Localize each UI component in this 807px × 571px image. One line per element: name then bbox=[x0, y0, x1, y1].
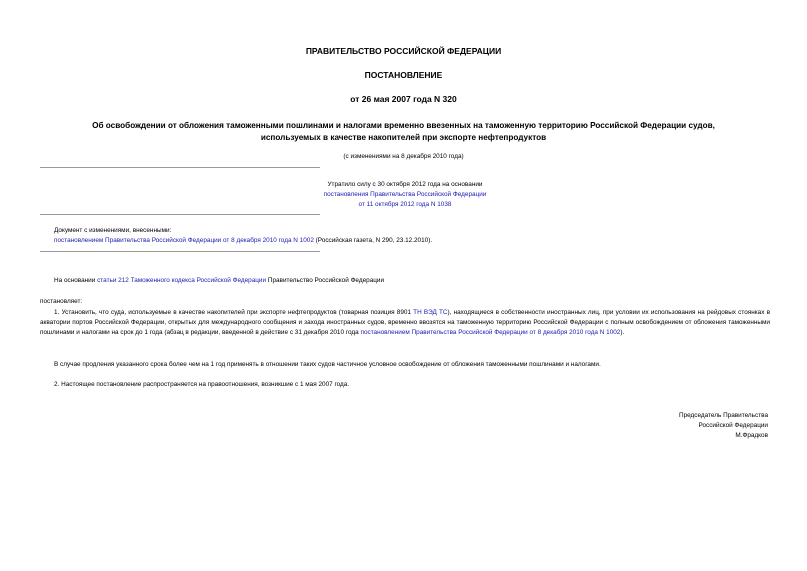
changes-suffix: (Российская газета, N 290, 23.12.2010). bbox=[313, 237, 433, 244]
void-note-link-line2[interactable]: от 11 октября 2012 года N 1038 bbox=[358, 201, 452, 208]
changes-link[interactable]: постановлением Правительства Российской Федерации от 8 декабря 2010 года N 1002 bbox=[54, 237, 314, 244]
item-1-link-amendment[interactable]: постановлением Правительства Российской Федерации от 8 декабря 2010 года N 1002 bbox=[360, 329, 621, 336]
signature-block bbox=[560, 411, 768, 441]
item-1-link-tnved[interactable]: ТН ВЭД ТС bbox=[413, 309, 448, 316]
void-note bbox=[280, 180, 530, 210]
basis-suffix: Правительство Российской Федерации bbox=[266, 277, 385, 284]
document-title-line2: используемых в качестве накопителей при экспорте нефтепродуктов bbox=[260, 133, 547, 142]
item-1-part3: ). bbox=[620, 329, 625, 336]
changes-label: Документ с изменениями, внесенными: bbox=[54, 227, 172, 234]
void-note-text: Утратило силу с 30 октября 2012 года на основании bbox=[327, 181, 483, 188]
document-type: ПОСТАНОВЛЕНИЕ bbox=[364, 70, 443, 80]
basis-prefix: На основании bbox=[54, 277, 98, 284]
basis-link[interactable]: статьи 212 Таможенного кодекса Российской Федерации bbox=[97, 277, 267, 284]
signature-title-line1: Председатель Правительства bbox=[679, 412, 768, 419]
government-heading: ПРАВИТЕЛЬСТВО РОССИЙСКОЙ ФЕДЕРАЦИИ bbox=[305, 46, 502, 56]
item-1-part1: 1. Установить, что суда, используемые в качестве накопителей при экспорте нефтепродуктов (товарная позиция 8901 bbox=[54, 309, 414, 316]
item-1-extension-paragraph: В случае продления указанного срока более чем на 1 год применять в отношении таких судов частичное условное освобождение от обложения таможенными пошлинами и налогами. bbox=[54, 361, 601, 368]
changes-block bbox=[54, 226, 754, 246]
divider bbox=[40, 214, 320, 215]
divider bbox=[40, 167, 320, 168]
changes-line bbox=[54, 236, 754, 246]
void-note-link-line1[interactable]: постановления Правительства Российской Федерации bbox=[323, 191, 487, 198]
item-1-part2: ), находящиеся в собственности иностранных лиц, при условии их использования на рейдовых стоянках в акватории портов Российской Федерации, открытых для международного сообщения и захода иностранных судов, временно ввозятся на таможенную территорию Российской Федерации с полным освобождением от обложения таможенными пошлинами и налогами на срок до 1 года (абзац в редакции, введенной в действие с 31 декабря 2010 года bbox=[40, 309, 770, 336]
document-title-line1: Об освобождении от обложения таможенными пошлинами и налогами временно ввезенных на таможенную территорию Российской Федерации судов, bbox=[92, 121, 715, 130]
item-2-paragraph: 2. Настоящее постановление распространяется на правоотношения, возникшие с 1 мая 2007 года. bbox=[54, 381, 350, 388]
item-1-paragraph bbox=[40, 308, 770, 338]
divider bbox=[40, 251, 320, 252]
signature-title-line2: Российской Федерации bbox=[698, 422, 768, 429]
document-date-number: от 26 мая 2007 года N 320 bbox=[350, 94, 457, 104]
signature-name: М.Фрадков bbox=[735, 432, 768, 439]
basis-paragraph bbox=[40, 276, 770, 286]
resolves-text: постановляет: bbox=[40, 298, 83, 305]
amendment-note: (с изменениями на 8 декабря 2010 года) bbox=[343, 153, 464, 160]
